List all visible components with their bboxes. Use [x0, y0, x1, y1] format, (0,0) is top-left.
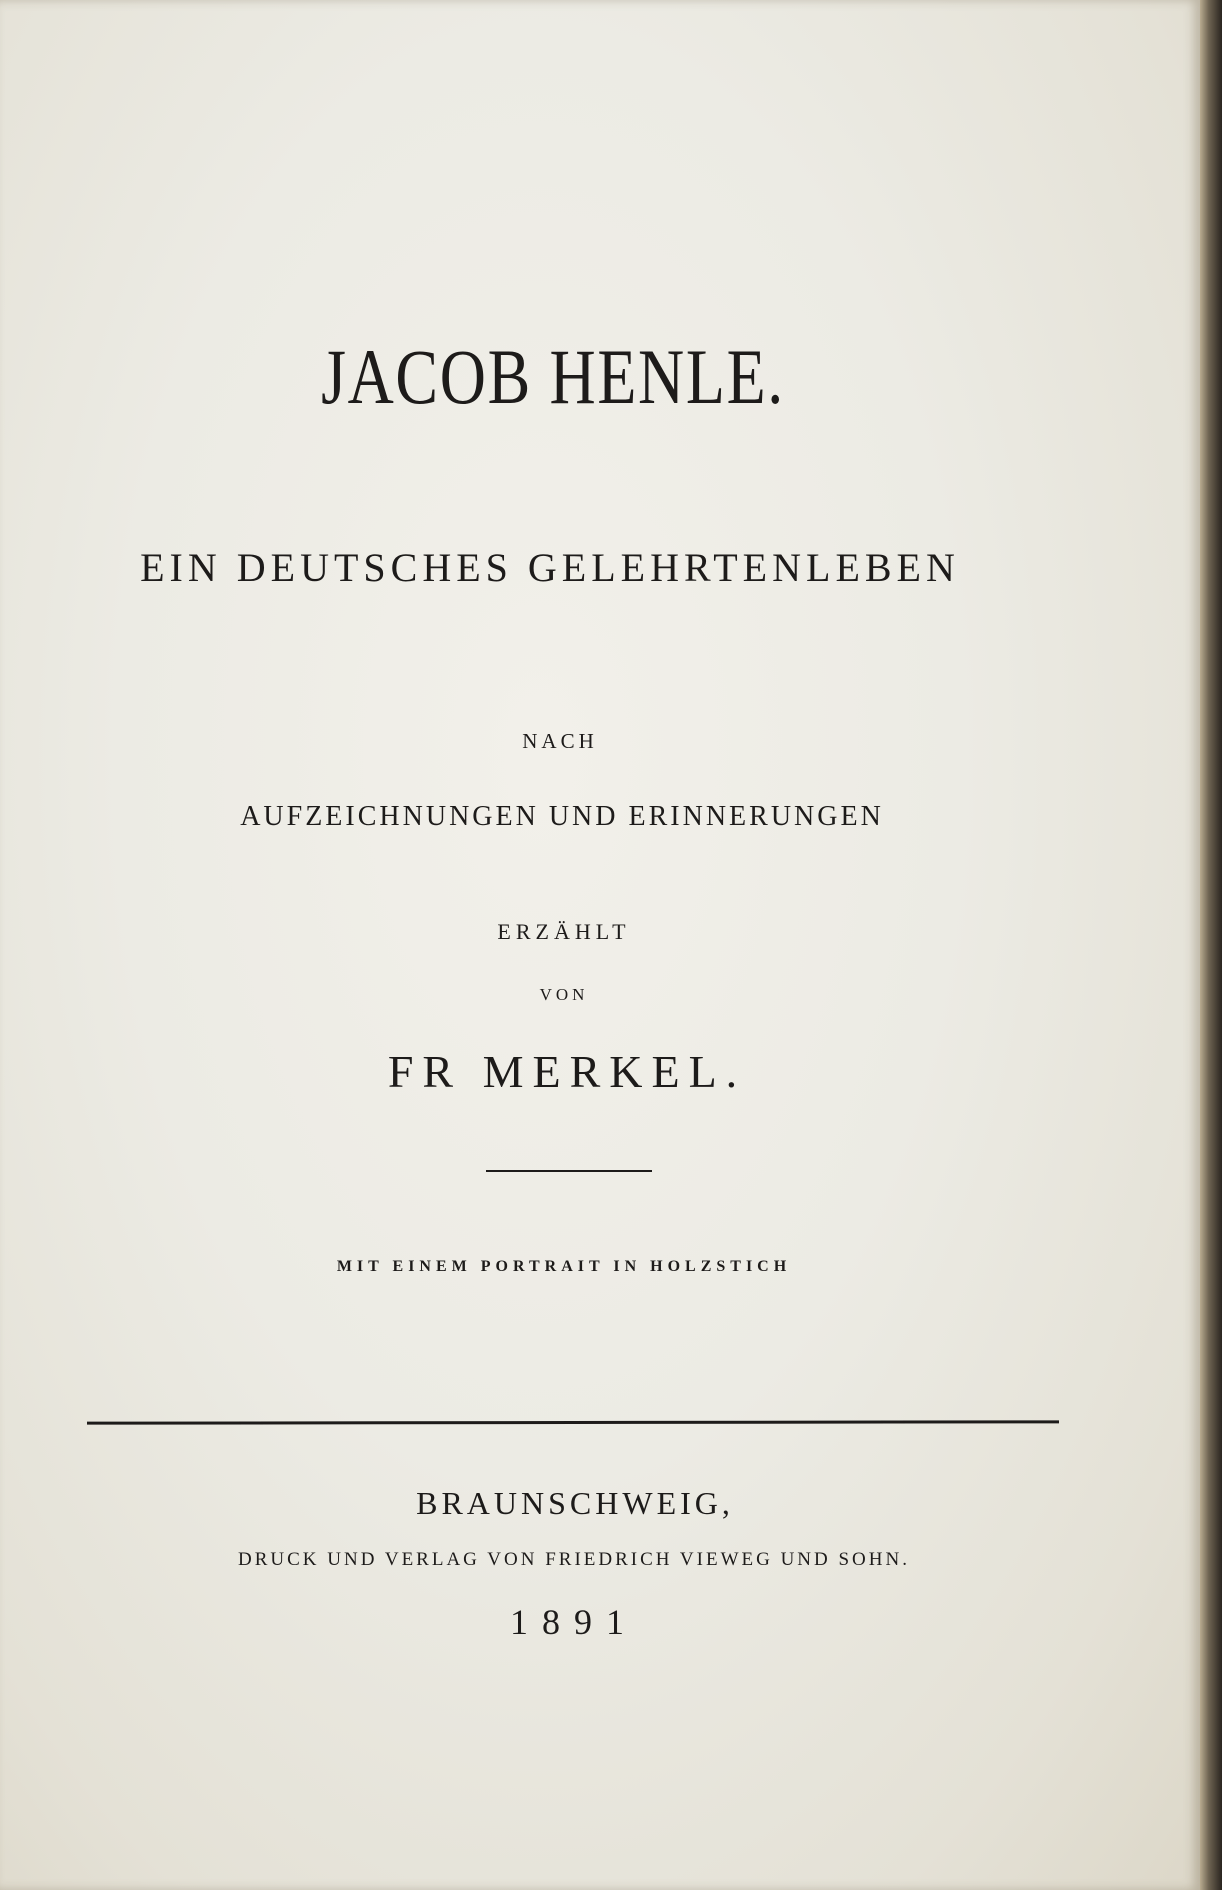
page-edge-shadow [1200, 0, 1222, 1890]
author-name: FR MERKEL. [387, 1046, 747, 1097]
publication-year: 1891 [510, 1602, 638, 1642]
long-divider [87, 1420, 1059, 1424]
publisher-line: DRUCK UND VERLAG VON FRIEDRICH VIEWEG UND SOHN. [238, 1549, 910, 1570]
publication-city: BRAUNSCHWEIG, [416, 1485, 734, 1521]
short-divider [486, 1170, 652, 1172]
erzaehlt-text: ERZÄHLT [497, 919, 631, 944]
portrait-note: MIT EINEM PORTRAIT IN HOLZSTICH [336, 1258, 792, 1275]
sources-text: AUFZEICHNUNGEN UND ERINNERUNGEN [240, 801, 884, 832]
book-subtitle: EIN DEUTSCHES GELEHRTENLEBEN [140, 545, 960, 590]
book-title: JACOB HENLE. [321, 333, 785, 420]
von-text: VON [539, 985, 589, 1004]
nach-text: NACH [522, 729, 598, 753]
